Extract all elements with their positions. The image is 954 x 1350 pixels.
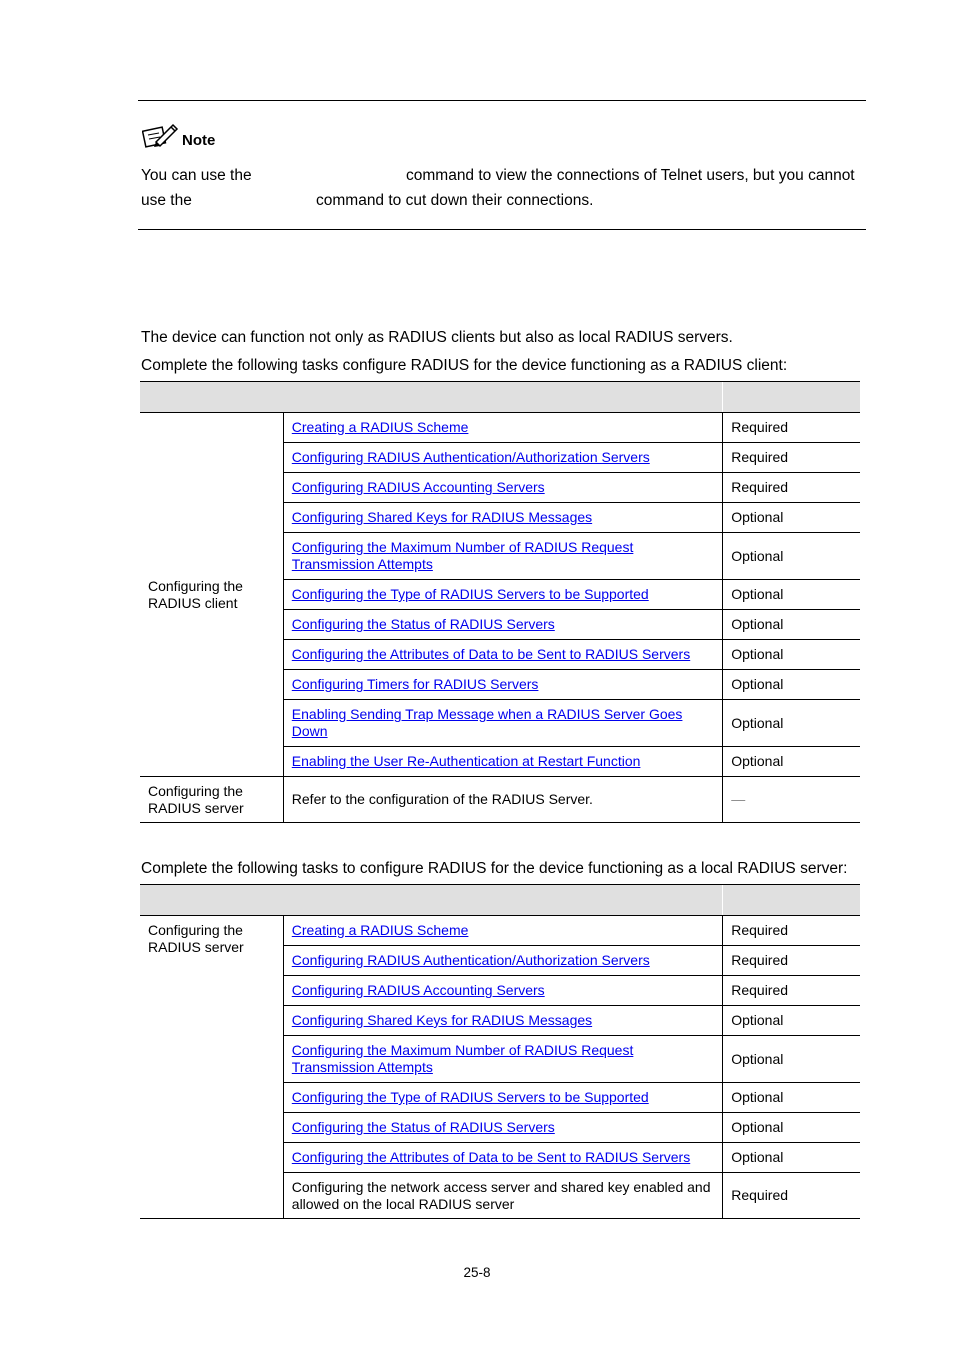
table-header-task [140, 885, 723, 916]
remark-cell: Optional [723, 1036, 860, 1083]
task-cell [283, 1083, 722, 1113]
task-cell [283, 473, 722, 503]
remark-cell: Optional [723, 503, 860, 533]
task-cell [283, 1143, 722, 1173]
task-link[interactable]: Creating a RADIUS Scheme [291, 419, 469, 435]
table-body [140, 916, 860, 1219]
task-link[interactable]: Configuring the Type of RADIUS Servers to be Supported [291, 586, 649, 602]
task-cell: Refer to the configuration of the RADIUS Server. [283, 777, 722, 823]
group-label-radius-server: Configuring the RADIUS server [140, 777, 283, 823]
group-label-radius-client: Configuring the RADIUS client [140, 413, 283, 777]
note-line2-after: command to cut down their connections. [316, 192, 594, 209]
remark-cell: Required [723, 946, 860, 976]
task-link[interactable]: Configuring RADIUS Accounting Servers [291, 479, 545, 495]
task-cell [283, 670, 722, 700]
note-pencil-icon [142, 120, 180, 150]
intro-paragraph-1: The device can function not only as RADIUS clients but also as local RADIUS servers. [141, 329, 733, 346]
note-bottom-rule [138, 229, 866, 230]
task-link[interactable]: Configuring Timers for RADIUS Servers [291, 676, 539, 692]
task-link[interactable]: Configuring the Attributes of Data to be Sent to RADIUS Servers [291, 1149, 691, 1165]
task-link[interactable]: Configuring the Status of RADIUS Servers [291, 616, 555, 632]
task-cell [283, 1006, 722, 1036]
task-cell [283, 747, 722, 777]
table-header-task [140, 382, 723, 413]
remark-cell: Optional [723, 1006, 860, 1036]
task-cell [283, 640, 722, 670]
remark-cell: Optional [723, 747, 860, 777]
remark-cell: Optional [723, 700, 860, 747]
group-label-radius-server: Configuring the RADIUS server [140, 916, 283, 1219]
table-body [140, 413, 860, 823]
task-link[interactable]: Configuring Shared Keys for RADIUS Messages [291, 509, 593, 525]
table-header-remarks [723, 885, 860, 916]
remark-cell: Optional [723, 670, 860, 700]
task-link[interactable]: Configuring RADIUS Authentication/Authorization Servers [291, 449, 650, 465]
radius-client-task-table [140, 381, 860, 823]
remark-cell: Required [723, 916, 860, 946]
table-header-row [140, 885, 860, 916]
task-cell [283, 946, 722, 976]
task-link[interactable]: Enabling the User Re-Authentication at Restart Function [291, 753, 641, 769]
task-cell [283, 610, 722, 640]
remark-cell: Optional [723, 1143, 860, 1173]
task-link[interactable]: Configuring the Attributes of Data to be Sent to RADIUS Servers [291, 646, 691, 662]
remark-cell: Required [723, 976, 860, 1006]
note-title: Note [182, 132, 216, 149]
task-cell [283, 916, 722, 946]
radius-server-task-table [140, 884, 860, 1219]
remark-cell: Optional [723, 1083, 860, 1113]
remark-cell: Optional [723, 533, 860, 580]
task-link[interactable]: Configuring the Maximum Number of RADIUS Request Transmission Attempts [291, 1042, 634, 1075]
task-cell [283, 503, 722, 533]
note-top-rule [138, 100, 866, 101]
task-link[interactable]: Configuring RADIUS Authentication/Authorization Servers [291, 952, 650, 968]
task-cell [283, 1036, 722, 1083]
remark-cell: Optional [723, 1113, 860, 1143]
table-row [140, 916, 860, 946]
task-cell [283, 976, 722, 1006]
task-link[interactable]: Configuring the Type of RADIUS Servers to be Supported [291, 1089, 649, 1105]
task-link[interactable]: Creating a RADIUS Scheme [291, 922, 469, 938]
remark-cell: Required [723, 1173, 860, 1219]
note-line2-before: use the [141, 192, 192, 209]
task-link[interactable]: Configuring the Maximum Number of RADIUS Request Transmission Attempts [291, 539, 634, 572]
table-row [140, 777, 860, 823]
task-cell [283, 700, 722, 747]
task-link[interactable]: Enabling Sending Trap Message when a RADIUS Server Goes Down [291, 706, 683, 739]
note-line1-after: command to view the connections of Telnet users, but you cannot [406, 167, 855, 184]
task-link[interactable]: Configuring RADIUS Accounting Servers [291, 982, 545, 998]
task-text: Configuring the network access server and shared key enabled and allowed on the local RADIUS server [291, 1178, 711, 1212]
task-cell [283, 1113, 722, 1143]
table-header-row [140, 382, 860, 413]
task-cell [283, 1173, 722, 1219]
intro-paragraph-2: Complete the following tasks configure RADIUS for the device functioning as a RADIUS client: [141, 357, 788, 374]
remark-cell: Required [723, 413, 860, 443]
note-line1-before: You can use the [141, 167, 252, 184]
task-cell [283, 533, 722, 580]
page-number: 25-8 [463, 1265, 491, 1280]
task-cell [283, 580, 722, 610]
table-row [140, 413, 860, 443]
remark-cell: Required [723, 473, 860, 503]
task-cell [283, 443, 722, 473]
remark-cell: Optional [723, 580, 860, 610]
table-header-remarks [723, 382, 860, 413]
task-cell [283, 413, 722, 443]
remark-cell: Required [723, 443, 860, 473]
task-link[interactable]: Configuring Shared Keys for RADIUS Messages [291, 1012, 593, 1028]
task-link[interactable]: Configuring the Status of RADIUS Servers [291, 1119, 555, 1135]
remark-cell: — [723, 777, 860, 823]
paragraph-local-server: Complete the following tasks to configure RADIUS for the device functioning as a local RADIUS server: [141, 860, 848, 877]
remark-cell: Optional [723, 610, 860, 640]
remark-cell: Optional [723, 640, 860, 670]
